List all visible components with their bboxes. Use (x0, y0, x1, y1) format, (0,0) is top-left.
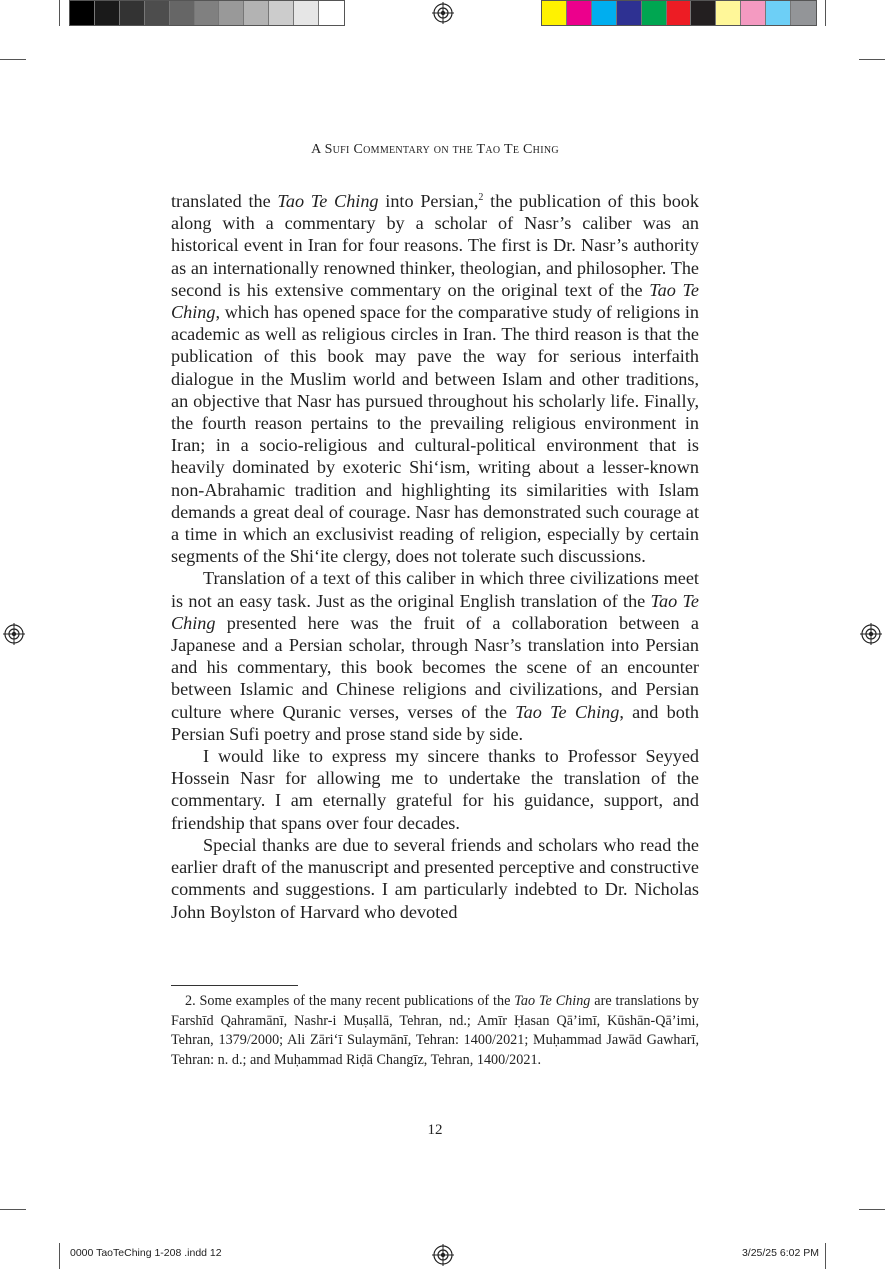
paragraph: I would like to express my sincere thanks to Professor Seyyed Hossein Nasr for allowing me to undertake the translation of the commentary. I am eternally grateful for his guidance, support, and friendship that spans over four decades. (171, 746, 699, 833)
crop-mark (825, 0, 826, 26)
registration-target-icon (860, 623, 882, 645)
color-swatch (219, 1, 244, 25)
paragraph: translated the Tao Te Ching into Persian,$^2$ the publication of this book along with a commentary by a scholar of Nasr’s caliber was an historical event in Iran for four reasons. The first is Dr. Nasr’s authority as an internationally renowned thinker, theologian, and philosopher. The second is his extensive commentary on the original text of the Tao Te Ching, which has opened space for the comparative study of religions in academic as well as religious circles in Iran. The third reason is that the publication of this book may pave the way for serious interfaith dialogue in the Muslim world and between Islam and other traditions, an objective that Nasr has pursued throughout his scholarly life. Finally, the fourth reason pertains to the prevailing religious environment in Iran; in a socio-religious and cultural-political environment that is heavily dominated by exoteric Shi‘ism, writing about a lesser-known non-Abrahamic tradition and highlighting its similarities with Islam demands a great deal of courage. Nasr has demonstrated such courage at a time in which an exclusivist reading of religion, especially by certain segments of the Shi‘ite clergy, does not tolerate such discussions. (171, 191, 699, 567)
crop-mark (859, 59, 885, 60)
color-swatch (766, 1, 791, 25)
color-swatch (667, 1, 692, 25)
color-swatch (244, 1, 269, 25)
color-swatch (567, 1, 592, 25)
slug-datetime: 3/25/25 6:02 PM (741, 1247, 819, 1259)
color-swatch (95, 1, 120, 25)
crop-mark (59, 1243, 60, 1269)
footnote-reference[interactable]: 2 (478, 191, 484, 203)
process-color-bar (541, 0, 817, 26)
color-swatch (319, 1, 344, 25)
color-swatch (294, 1, 319, 25)
color-swatch (145, 1, 170, 25)
color-swatch (195, 1, 220, 25)
color-swatch (542, 1, 567, 25)
crop-mark (59, 0, 60, 26)
slug-file-info: 0000 TaoTeChing 1-208 .indd 12 (70, 1247, 222, 1259)
color-swatch (716, 1, 741, 25)
paragraph: Translation of a text of this caliber in which three civilizations meet is not an easy task. Just as the original English translation of the Tao Te Ching presented here was the fruit of a collaboration between a Japanese and a Persian scholar, through Nasr’s translation into Persian and his commentary, this book becomes the scene of an encounter between Islamic and Chinese religions and civilizations, and Persian culture where Quranic verses, verses of the Tao Te Ching, and both Persian Sufi poetry and prose stand side by side. (171, 568, 699, 744)
footnote-divider (171, 985, 298, 986)
page-number: 12 (427, 1122, 443, 1138)
registration-target-icon (432, 1244, 454, 1266)
registration-target-icon (432, 2, 454, 24)
color-swatch (691, 1, 716, 25)
color-swatch (642, 1, 667, 25)
color-swatch (70, 1, 95, 25)
footnote: 2. Some examples of the many recent publications of the Tao Te Ching are translations by Farshīd Qahramānī, Nashr-i Muṣallā, Tehran, nd.; Amīr Ḥasan Qā’imī, Kūshān-Qā’imi, Tehran, 1379/2000; Ali Zāri‘ī Sulaymānī, Tehran: 1400/2021; Muḥammad Jawād Gawharī, Tehran: n. d.; and Muḥammad Riḍā Changīz, Tehran, 1400/2021. (171, 993, 699, 1068)
registration-target-icon (3, 623, 25, 645)
color-swatch (120, 1, 145, 25)
color-swatch (592, 1, 617, 25)
color-swatch (269, 1, 294, 25)
crop-mark (859, 1209, 885, 1210)
color-swatch (170, 1, 195, 25)
paragraph: Special thanks are due to several friends and scholars who read the earlier draft of the manuscript and presented perceptive and constructive comments and suggestions. I am particularly indebted to Dr. Nicholas John Boylston of Harvard who devoted (171, 834, 699, 922)
crop-mark (825, 1243, 826, 1269)
crop-mark (0, 59, 26, 60)
crop-mark (0, 1209, 26, 1210)
running-head: A Sufi Commentary on the Tao Te Ching (311, 142, 559, 157)
grayscale-color-bar (69, 0, 345, 26)
color-swatch (617, 1, 642, 25)
color-swatch (791, 1, 816, 25)
color-swatch (741, 1, 766, 25)
body-text (171, 190, 699, 923)
